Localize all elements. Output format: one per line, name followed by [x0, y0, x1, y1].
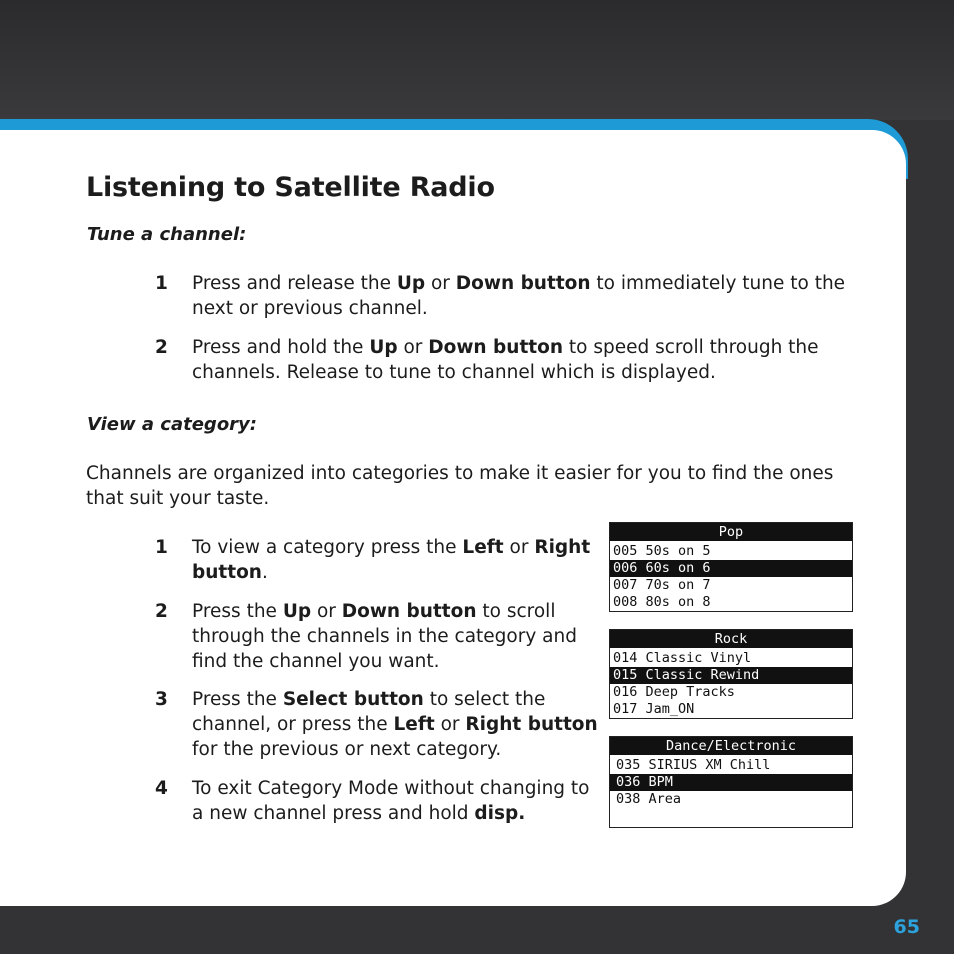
- category-step-2: Press the Up or Down button to scroll through the channels in the category and find the channel you want.: [192, 601, 577, 672]
- page-title: Listening to Satellite Radio: [86, 172, 495, 203]
- lcd-channel-row: 014 Classic Vinyl: [613, 650, 752, 666]
- lcd-channel-row-selected: 006 60s on 6: [610, 560, 852, 577]
- lcd-channel-row: 007 70s on 7: [613, 577, 711, 593]
- tune-step-1-number: 1: [155, 273, 168, 294]
- lcd-channel-row: 016 Deep Tracks: [613, 684, 735, 700]
- category-intro: Channels are organized into categories to make it easier for you to find the ones that suit your taste.: [86, 463, 834, 509]
- lcd-category-header: Pop: [610, 523, 852, 541]
- category-step-1: To view a category press the Left or Right button.: [192, 537, 591, 583]
- lcd-channel-row-selected: 015 Classic Rewind: [610, 667, 852, 684]
- category-heading: View a category:: [87, 414, 257, 435]
- lcd-channel-row: 038 Area: [616, 791, 682, 807]
- top-dark-band: [0, 0, 954, 120]
- category-step-4-number: 4: [155, 778, 168, 799]
- category-step-1-number: 1: [155, 537, 168, 558]
- lcd-channel-row: 017 Jam_ON: [613, 701, 695, 717]
- lcd-channel-row-selected: 036 BPM: [610, 774, 852, 791]
- tune-step-2-number: 2: [155, 337, 168, 358]
- category-step-2-number: 2: [155, 601, 168, 622]
- category-step-3-number: 3: [155, 689, 168, 710]
- lcd-display-dance-electronic: [609, 736, 853, 828]
- lcd-category-header: Rock: [610, 630, 852, 648]
- tune-step-1: Press and release the Up or Down button to immediately tune to the next or previous channel.: [192, 273, 846, 319]
- category-step-4: To exit Category Mode without changing to a new channel press and hold disp.: [192, 778, 590, 824]
- lcd-channel-row: 035 SIRIUS XM Chill: [616, 757, 771, 773]
- lcd-channel-row: 005 50s on 5: [613, 543, 711, 559]
- tune-step-2: Press and hold the Up or Down button to speed scroll through the channels. Release to tune to channel which is displayed.: [192, 337, 819, 383]
- tune-heading: Tune a channel:: [87, 224, 247, 245]
- lcd-channel-row: 008 80s on 8: [613, 594, 711, 610]
- lcd-display-rock: [609, 629, 853, 719]
- lcd-display-pop: [609, 522, 853, 612]
- lcd-category-header: Dance/Electronic: [610, 737, 852, 755]
- page-number: 65: [893, 916, 920, 938]
- category-step-3: Press the Select button to select the channel, or press the Left or Right button for the previous or next category.: [192, 689, 598, 760]
